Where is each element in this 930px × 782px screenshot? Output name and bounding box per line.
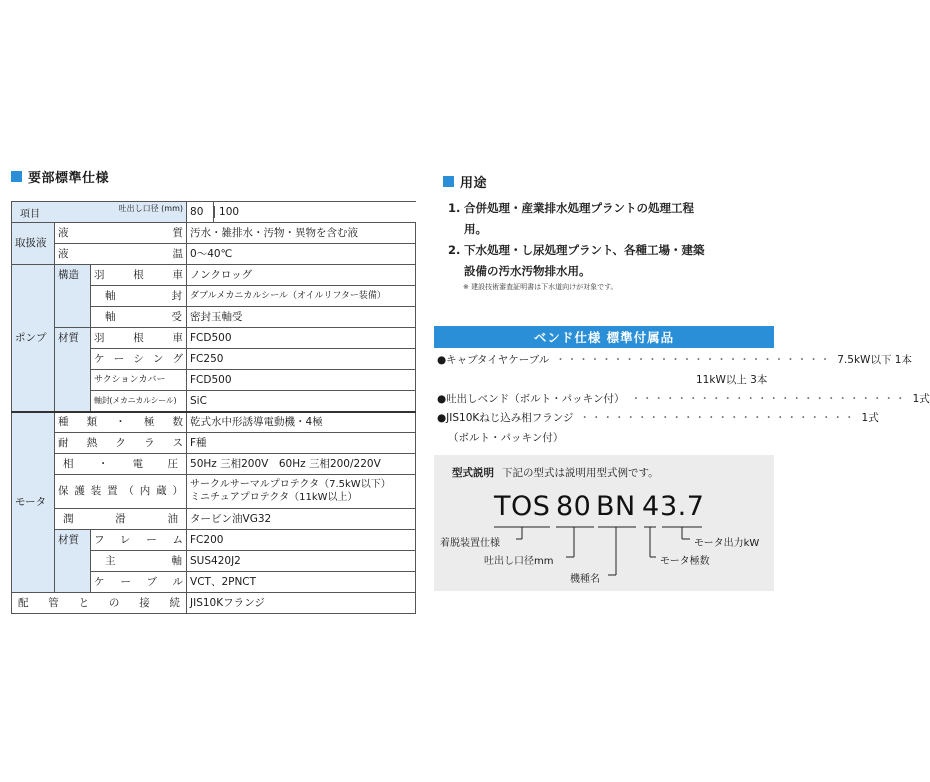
- row-label-cable: ケーブル: [91, 572, 187, 593]
- row-label-shaft-seal: 軸封: [91, 286, 187, 307]
- row-value-main-shaft: SUS420J2: [187, 551, 416, 572]
- row-label-casing: ケーシング: [91, 349, 187, 370]
- protection-value-1: サークルサーマルプロテクタ（7.5kW以下）: [190, 479, 391, 490]
- model-bracket-lines: [434, 455, 774, 591]
- bend-section-header: ベンド仕様 標準付属品: [434, 326, 774, 348]
- row-value-mech-seal: SiC: [187, 391, 416, 412]
- model-code-output: 3.7: [660, 491, 705, 522]
- model-code-poles: 4: [642, 491, 660, 522]
- row-value-lubricant: タービン油VG32: [187, 509, 416, 530]
- group-motor: モータ: [12, 412, 55, 593]
- row-label-type-poles: 種類・極数: [55, 412, 187, 433]
- row-label-protection: 保護装置（内蔵）: [55, 475, 187, 509]
- row-label-frame: フレーム: [91, 530, 187, 551]
- bend-item-extra: 11kW以上 3本: [696, 374, 768, 386]
- subgroup-material-motor: 材質: [55, 530, 91, 593]
- row-label-bearing: 軸受: [91, 307, 187, 328]
- list-item: 1. 合併処理・産業排水処理プラントの処理工程 用。: [448, 201, 694, 236]
- row-label-impeller-struct: 羽根車: [91, 265, 187, 286]
- row-label-liquid-quality: 液質: [55, 223, 187, 244]
- subgroup-structure: 構造: [55, 265, 91, 328]
- list-item: 2. 下水処理・し尿処理プラント、各種工場・建築 設備の汚水汚物排水用。: [448, 243, 705, 278]
- header-item-cell: [12, 202, 187, 223]
- spec-table: [11, 201, 416, 614]
- row-value-frame: FC200: [187, 530, 416, 551]
- row-value-casing: FC250: [187, 349, 416, 370]
- row-value-bearing: 密封玉軸受: [187, 307, 416, 328]
- row-value-liquid-quality: 汚水・雑排水・汚物・異物を含む液: [187, 223, 416, 244]
- row-label-liquid-temp: 液温: [55, 244, 187, 265]
- row-label-insulation: 耐熱クラス: [55, 433, 187, 454]
- uses-list: [448, 198, 773, 282]
- row-label-impeller-mat: 羽根車: [91, 328, 187, 349]
- model-code-series: TOS: [494, 491, 551, 522]
- label-model-name: 機種名: [570, 574, 600, 585]
- row-label-phase-voltage: 相・電圧: [55, 454, 187, 475]
- list-item: ●吐出しベンド（ボルト・パッキン付） ・・・・・・・・・・・・・・・・・・・・・・・・ 1式: [437, 393, 930, 405]
- table-header-row: [12, 202, 416, 223]
- row-value-type-poles: 乾式水中形誘導電動機・4極: [187, 412, 416, 433]
- row-label-mech-seal: 軸封(メカニカルシール): [91, 391, 187, 412]
- row-value-impeller-struct: ノンクロッグ: [187, 265, 416, 286]
- group-pump: ポンプ: [12, 265, 55, 412]
- label-device-spec: 着脱装置仕様: [440, 538, 500, 549]
- row-value-suction-cover: FCD500: [187, 370, 416, 391]
- row-value-shaft-seal: ダブルメカニカルシール（オイルリフター装備）: [187, 286, 416, 307]
- row-value-phase-voltage: 50Hz 三相200V 60Hz 三相200/220V: [187, 454, 416, 475]
- row-label-piping: 配管との接続: [12, 593, 187, 614]
- row-value-protection: [187, 475, 416, 509]
- header-size-cell: [214, 202, 416, 223]
- row-value-insulation: F種: [187, 433, 416, 454]
- model-code-model: BN: [596, 491, 636, 522]
- model-code-diameter: 80: [556, 491, 592, 522]
- row-label-suction-cover: サクションカバー: [91, 370, 187, 391]
- header-size-100: 100: [214, 206, 243, 218]
- row-value-cable: VCT、2PNCT: [187, 572, 416, 593]
- bend-item-extra: （ボルト・パッキン付）: [448, 432, 564, 444]
- row-value-piping: JIS10Kフランジ: [187, 593, 416, 614]
- row-value-liquid-temp: 0〜40℃: [187, 244, 416, 265]
- group-liquid: 取扱液: [12, 223, 55, 265]
- spec-section-title: 要部標準仕様: [11, 167, 109, 186]
- uses-section-title: 用途: [443, 172, 487, 191]
- list-item: ●JIS10Kねじ込み相フランジ ・・・・・・・・・・・・・・・・・・・・・・・・ 1式: [437, 412, 879, 424]
- row-label-lubricant: 潤滑油: [55, 509, 187, 530]
- label-motor-poles: モータ極数: [660, 556, 710, 567]
- header-item-label: 項目: [20, 208, 40, 220]
- label-diameter: 吐出し口径mm: [484, 556, 554, 567]
- row-label-main-shaft: 主軸: [91, 551, 187, 572]
- model-explanation-box: [434, 455, 774, 591]
- square-bullet-icon: [443, 176, 454, 187]
- header-diameter-label: 吐出し口径 (mm): [118, 204, 184, 213]
- uses-note: ※ 建設技術審査証明書は下水道向けが対象です。: [463, 283, 618, 291]
- square-bullet-icon: [11, 171, 22, 182]
- model-title: 型式説明 下記の型式は説明用型式例です。: [452, 467, 659, 479]
- protection-value-2: ミニチュアプロテクタ（11kW以上）: [190, 491, 358, 503]
- subgroup-material-pump: 材質: [55, 328, 91, 412]
- list-item: ●キャブタイヤケーブル ・・・・・・・・・・・・・・・・・・・・・・・・ 7.5kW以下 1本: [437, 354, 912, 366]
- row-value-impeller-mat: FCD500: [187, 328, 416, 349]
- label-motor-output: モータ出力kW: [694, 538, 760, 549]
- header-size-80: 80: [187, 202, 214, 223]
